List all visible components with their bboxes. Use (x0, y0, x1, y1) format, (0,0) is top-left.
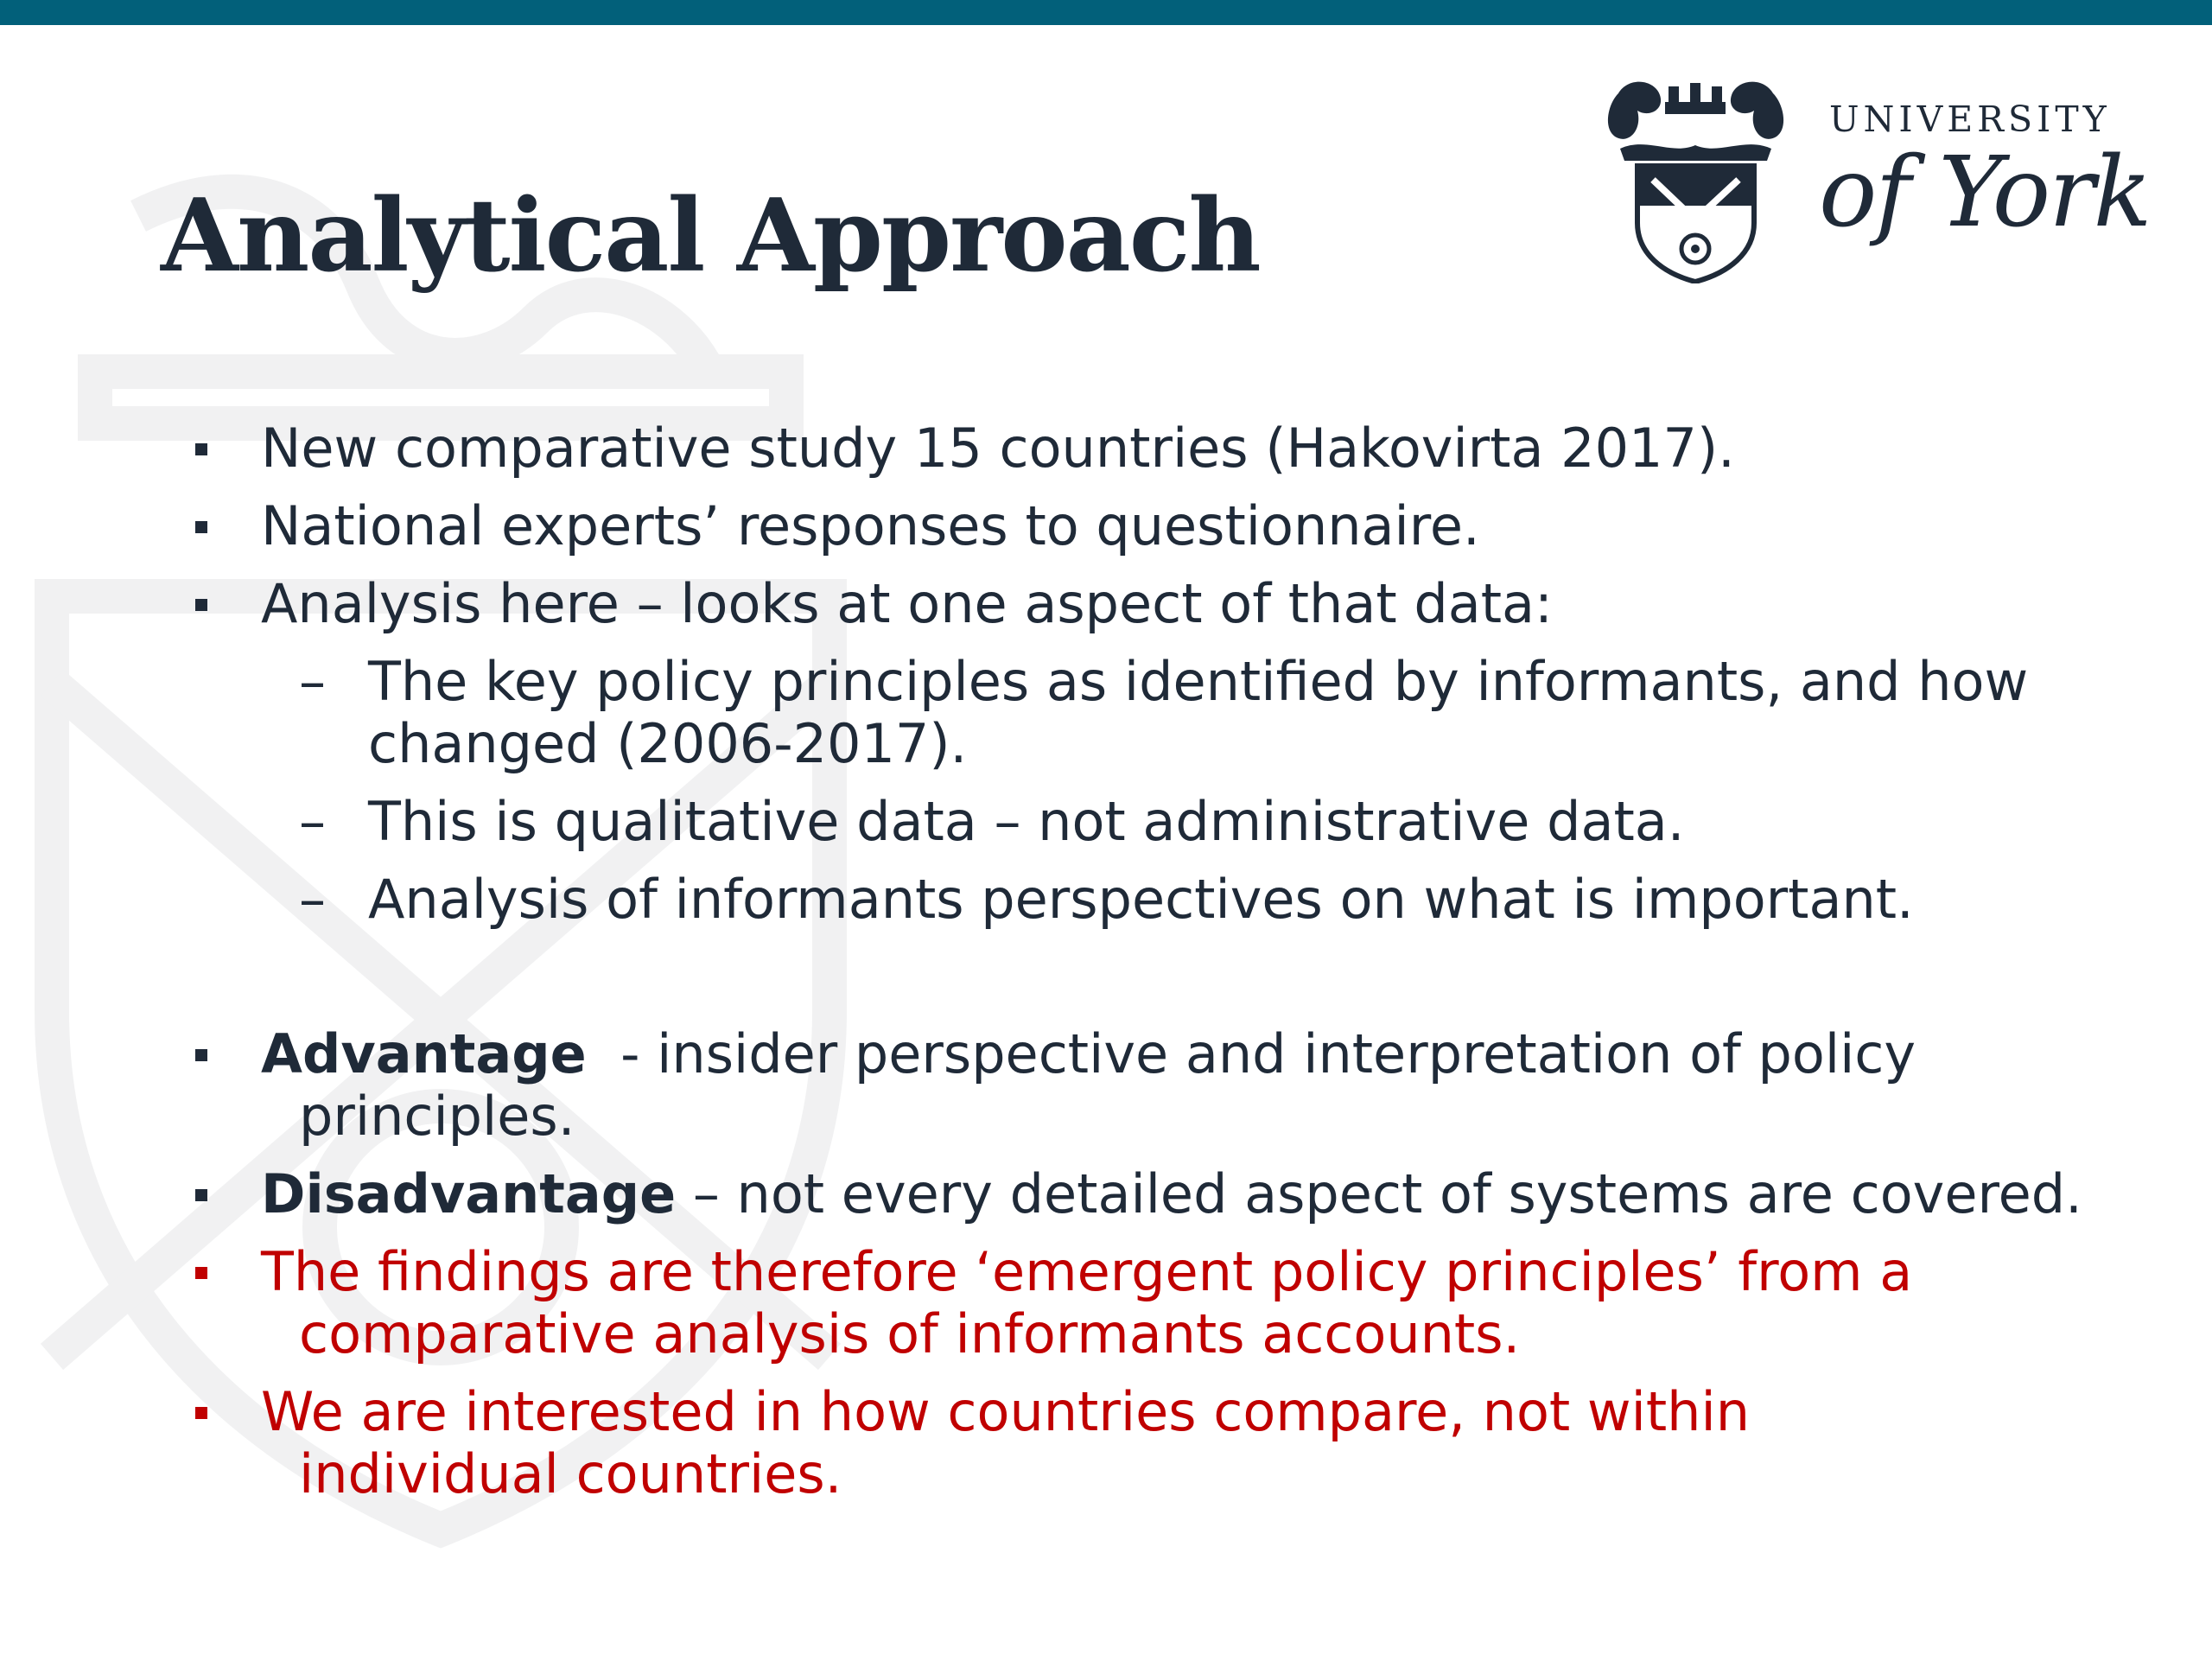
findings-item-continued: comparative analysis of informants accounts. (299, 1302, 1521, 1365)
disadvantage-text: – not every detailed aspect of systems are covered. (676, 1162, 2082, 1225)
advantage-text: - insider perspective and interpretation of policy (586, 1022, 1916, 1085)
logo-university-text: UNIVERSITY (1829, 99, 2111, 140)
findings-item: The findings are therefore ‘emergent policy principles’ from a (261, 1240, 1913, 1303)
bullet-marker (195, 1049, 207, 1061)
sub-bullet-item: This is qualitative data – not administrative data. (368, 790, 1685, 853)
crest-watermark (0, 147, 1020, 1581)
bullet-marker (195, 521, 207, 533)
university-logo (1603, 76, 2151, 292)
sub-bullet-dash: – (299, 790, 326, 853)
logo-york-text: of York (1819, 137, 2151, 249)
bullet-marker (195, 1267, 207, 1279)
disadvantage-label: Disadvantage (261, 1162, 677, 1225)
crest-icon (1603, 76, 1789, 283)
sub-bullet-item: Analysis of informants perspectives on what is important. (368, 868, 1914, 931)
sub-bullet-dash: – (299, 650, 326, 713)
bullet-marker (195, 443, 207, 455)
bullet-item: New comparative study 15 countries (Hakovirta 2017). (261, 417, 1735, 480)
slide-title: Analytical Approach (161, 177, 1260, 295)
disadvantage-item (261, 1162, 2082, 1225)
sub-bullet-dash: – (299, 868, 326, 931)
bullet-item: Analysis here – looks at one aspect of that data: (261, 572, 1553, 635)
interest-item: We are interested in how countries compare, not within (261, 1380, 1750, 1443)
bullet-marker (195, 1189, 207, 1201)
advantage-text-continued: principles. (299, 1085, 575, 1148)
sub-bullet-item: The key policy principles as identified by informants, and how (368, 650, 2029, 713)
sub-bullet-item-continued: changed (2006-2017). (368, 712, 968, 775)
top-bar (0, 0, 2212, 25)
bullet-marker (195, 1407, 207, 1419)
advantage-item (261, 1022, 1916, 1085)
advantage-label: Advantage (261, 1022, 587, 1085)
bullet-marker (195, 599, 207, 611)
interest-item-continued: individual countries. (299, 1442, 842, 1505)
bullet-item: National experts’ responses to questionnaire. (261, 494, 1480, 557)
